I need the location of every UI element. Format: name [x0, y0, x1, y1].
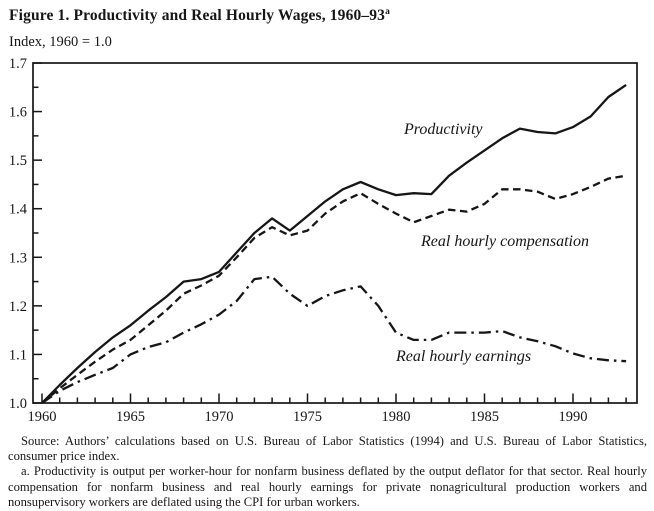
- x-tick-label: 1970: [204, 409, 234, 425]
- chart: [0, 55, 654, 433]
- x-tick-label: 1975: [293, 409, 322, 425]
- figure-title-text: Figure 1. Productivity and Real Hourly Wages, 1960–93: [9, 7, 386, 25]
- y-tick-label: 1.7: [8, 56, 27, 72]
- y-tick-label: 1.5: [8, 153, 27, 170]
- x-tick-label: 1960: [27, 409, 57, 425]
- figure-footnotes: [8, 434, 647, 510]
- y-tick-label: 1.0: [8, 396, 27, 412]
- y-tick-label: 1.6: [8, 104, 27, 121]
- y-axis-unit-label: Index, 1960 = 1.0: [9, 34, 112, 50]
- x-tick-label: 1985: [470, 409, 499, 425]
- x-tick-label: 1965: [116, 409, 145, 425]
- y-tick-label: 1.2: [8, 298, 27, 315]
- productivity-series-label: Productivity: [404, 121, 483, 138]
- y-tick-label: 1.1: [8, 347, 27, 364]
- source-note: Source: Authors’ calculations based on U.S. Bureau of Labor Statistics (1994) and U.S. Bureau of Labor Statistics, consumer price index.: [8, 434, 647, 464]
- x-tick-label: 1990: [558, 409, 588, 425]
- real-hourly-compensation-line: [42, 176, 626, 403]
- y-tick-label: 1.4: [8, 201, 27, 218]
- earnings-series-label: Real hourly earnings: [396, 348, 532, 365]
- figure-title: [9, 7, 390, 25]
- compensation-series-label: Real hourly compensation: [421, 233, 589, 250]
- figure-title-footnote-marker: a: [385, 7, 390, 17]
- y-tick-label: 1.3: [8, 250, 27, 267]
- footnote-a: a. Productivity is output per worker-hour for nonfarm business deflated by the output deflator for that sector. Real hourly compensation for nonfarm business and real hourly earnings for private nonagricultural production workers and nonsupervisory workers are deflated using the CPI for urban workers.: [8, 464, 647, 509]
- x-tick-label: 1980: [381, 409, 411, 425]
